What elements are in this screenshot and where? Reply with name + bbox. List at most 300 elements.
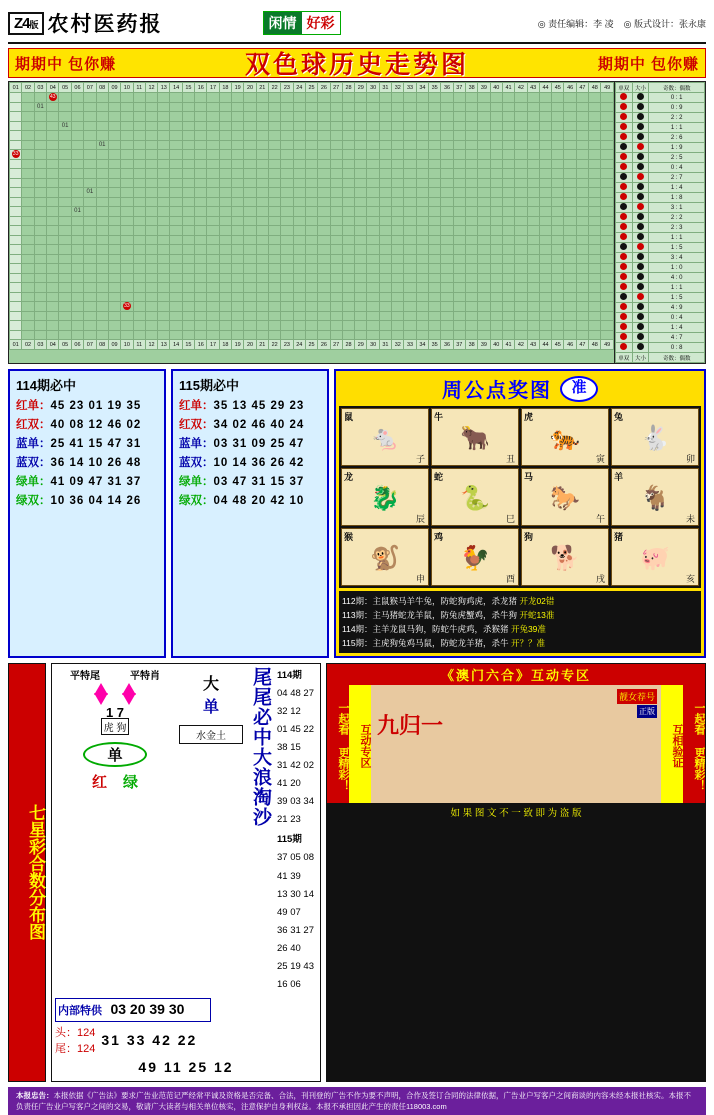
grid-cell [170, 302, 182, 312]
grid-cell [404, 102, 416, 112]
dot-cell [632, 293, 649, 303]
pingte-zodiacs: 虎 狗 [101, 718, 130, 735]
grid-cell [330, 178, 342, 188]
grid-cell [539, 121, 551, 131]
grid-cell [207, 112, 219, 122]
grid-cell [379, 121, 391, 131]
grid-cell [195, 159, 207, 169]
grid-cell [170, 169, 182, 179]
grid-cell [133, 330, 145, 340]
grid-cell [318, 283, 330, 293]
column-header: 08 [96, 340, 108, 350]
grid-cell [71, 254, 83, 264]
grid-cell [490, 283, 502, 293]
grid-cell [268, 283, 280, 293]
column-header: 20 [244, 340, 256, 350]
grid-cell [158, 330, 170, 340]
grid-cell [121, 216, 133, 226]
grid-cell [293, 311, 305, 321]
qixingcai-vertical-title: 七星彩合数分布图 [8, 663, 46, 1082]
dot-cell [615, 113, 632, 123]
prediction-values: 10 36 04 14 26 [50, 495, 142, 507]
grid-cell [589, 292, 601, 302]
oddeven-row [615, 113, 704, 123]
grid-cell [429, 226, 441, 236]
grid-cell [441, 188, 453, 198]
grid-cell [318, 169, 330, 179]
grid-cell [182, 178, 194, 188]
grid-cell [256, 273, 268, 283]
grid-cell [392, 207, 404, 217]
ad-left-inner: 互动专区 [349, 685, 371, 803]
grid-cell [145, 178, 157, 188]
grid-cell [59, 102, 71, 112]
grid-cell [145, 121, 157, 131]
grid-cell [367, 140, 379, 150]
column-header: 33 [404, 340, 416, 350]
grid-cell [576, 188, 588, 198]
grid-cell [318, 159, 330, 169]
diamond-down-icon [94, 693, 108, 705]
column-header: 03 [34, 83, 46, 93]
qixingcai-panel [51, 663, 321, 1082]
grid-cell [182, 226, 194, 236]
column-header: 07 [84, 83, 96, 93]
grid-cell [182, 169, 194, 179]
grid-cell [96, 273, 108, 283]
prediction-values: 34 02 46 40 24 [213, 419, 305, 431]
oddeven-row [615, 263, 704, 273]
grid-cell [429, 264, 441, 274]
column-header: 39 [478, 83, 490, 93]
grid-cell [576, 178, 588, 188]
grid-cell [170, 264, 182, 274]
dot-cell [632, 203, 649, 213]
grid-cell [490, 321, 502, 331]
table-row [10, 245, 614, 255]
dot-cell [615, 243, 632, 253]
column-header: 44 [539, 83, 551, 93]
zodiac-branch: 丑 [505, 454, 515, 464]
grid-cell [10, 188, 22, 198]
grid-cell [84, 169, 96, 179]
ad-brand-text: 九归一 [377, 713, 444, 738]
grid-cell [564, 169, 576, 179]
grid-cell [268, 169, 280, 179]
grid-cell [330, 254, 342, 264]
oddeven-value: 0 : 9 [649, 103, 705, 113]
grid-cell [465, 150, 477, 160]
grid-cell [47, 245, 59, 255]
grid-cell [207, 292, 219, 302]
grid-cell [207, 302, 219, 312]
grid-cell [256, 121, 268, 131]
column-header: 22 [268, 340, 280, 350]
inner-special-numbers: 03 20 39 30 [110, 1000, 185, 1017]
grid-cell [404, 188, 416, 198]
grid-cell [478, 112, 490, 122]
grid-cell [232, 292, 244, 302]
weiwei-row: 13 30 14 49 07 [277, 888, 314, 918]
grid-cell [355, 311, 367, 321]
prediction-label: 蓝双： [179, 457, 214, 469]
macau-ad[interactable] [326, 663, 706, 1082]
grid-cell [552, 245, 564, 255]
grid-cell [47, 235, 59, 245]
grid-cell [158, 197, 170, 207]
zodiac-name: 鸡 [434, 532, 444, 542]
grid-cell [195, 150, 207, 160]
grid-cell [145, 330, 157, 340]
table-row [10, 102, 614, 112]
grid-cell [478, 169, 490, 179]
weiwei-row: 37 05 08 41 39 [277, 852, 314, 882]
oddeven-row [615, 273, 704, 283]
grid-cell [379, 102, 391, 112]
grid-cell [465, 178, 477, 188]
grid-cell [502, 112, 514, 122]
column-header: 41 [502, 83, 514, 93]
grid-cell [59, 169, 71, 179]
grid-cell [232, 216, 244, 226]
column-header: 21 [256, 340, 268, 350]
grid-cell [441, 93, 453, 103]
zodiac-cell [521, 528, 609, 586]
grid-cell [305, 216, 317, 226]
dot-cell [615, 333, 632, 343]
grid-cell [145, 245, 157, 255]
grid-cell [515, 283, 527, 293]
grid-cell [429, 292, 441, 302]
oddeven-row [615, 173, 704, 183]
grid-cell [515, 273, 527, 283]
column-header: 30 [367, 83, 379, 93]
zodiac-animal-icon: 🐂 [460, 424, 490, 452]
grid-cell [121, 273, 133, 283]
grid-cell [232, 254, 244, 264]
column-header: 18 [219, 83, 231, 93]
grid-cell [576, 302, 588, 312]
grid-cell [305, 302, 317, 312]
grid-cell [429, 254, 441, 264]
grid-cell [539, 321, 551, 331]
grid-cell [293, 169, 305, 179]
grid-cell [22, 169, 34, 179]
grid-cell [490, 102, 502, 112]
grid-cell [305, 226, 317, 236]
dot-cell [632, 283, 649, 293]
grid-cell [244, 112, 256, 122]
grid-cell [564, 302, 576, 312]
grid-cell [416, 311, 428, 321]
dot-cell [615, 263, 632, 273]
bottom-section [8, 663, 706, 1082]
zodiac-name: 牛 [434, 412, 444, 422]
grid-cell [268, 188, 280, 198]
grid-cell [133, 207, 145, 217]
grid-cell [502, 169, 514, 179]
grid-cell [416, 216, 428, 226]
dot-cell [615, 163, 632, 173]
grid-cell [207, 207, 219, 217]
grid-cell [244, 302, 256, 312]
grid-cell [379, 188, 391, 198]
grid-cell [490, 188, 502, 198]
grid-cell [59, 321, 71, 331]
grid-cell [281, 273, 293, 283]
grid-cell [22, 330, 34, 340]
grid-cell [330, 292, 342, 302]
grid-cell [465, 273, 477, 283]
grid-cell [478, 264, 490, 274]
grid-cell [108, 188, 120, 198]
grid-cell [71, 131, 83, 141]
grid-cell [465, 102, 477, 112]
grid-cell [182, 245, 194, 255]
column-header: 24 [293, 340, 305, 350]
grid-cell [404, 93, 416, 103]
oddeven-value: 2 : 3 [649, 223, 705, 233]
grid-cell [158, 245, 170, 255]
masthead [8, 6, 706, 44]
grid-cell [219, 235, 231, 245]
grid-cell [367, 159, 379, 169]
grid-cell [515, 330, 527, 340]
grid-cell [490, 207, 502, 217]
grid-cell [108, 150, 120, 160]
grid-cell [305, 283, 317, 293]
prediction-values: 40 08 12 46 02 [50, 419, 142, 431]
ad-title: 《澳门六合》互动专区 [327, 664, 705, 685]
grid-cell [379, 245, 391, 255]
grid-cell [552, 302, 564, 312]
grid-cell [318, 264, 330, 274]
grid-cell [552, 131, 564, 141]
grid-cell [182, 207, 194, 217]
grid-cell [318, 112, 330, 122]
dot-cell [632, 323, 649, 333]
zodiac-animal-icon: 🐇 [640, 424, 670, 452]
grid-cell [47, 330, 59, 340]
grid-cell [34, 93, 46, 103]
grid-cell [195, 283, 207, 293]
grid-cell [576, 292, 588, 302]
grid-cell [71, 292, 83, 302]
grid-cell [232, 311, 244, 321]
pingte-numbers: 1 7 [105, 705, 125, 720]
grid-cell [527, 330, 539, 340]
grid-cell [527, 188, 539, 198]
grid-cell [465, 131, 477, 141]
zodiac-branch: 申 [415, 574, 425, 584]
grid-cell [10, 131, 22, 141]
grid-cell [305, 140, 317, 150]
grid-cell [539, 245, 551, 255]
grid-cell [71, 169, 83, 179]
grid-cell [539, 188, 551, 198]
grid-cell [219, 254, 231, 264]
grid-cell [379, 330, 391, 340]
grid-cell [281, 112, 293, 122]
column-header: 10 [121, 83, 133, 93]
oddeven-header: 单双 [615, 353, 632, 363]
zodiac-animal-icon: 🐒 [370, 544, 400, 572]
grid-cell [133, 245, 145, 255]
grid-cell [453, 159, 465, 169]
grid-cell [108, 302, 120, 312]
grid-cell [527, 264, 539, 274]
grid-cell [465, 283, 477, 293]
column-header: 26 [318, 340, 330, 350]
grid-cell [158, 321, 170, 331]
grid-cell [478, 93, 490, 103]
grid-cell [490, 93, 502, 103]
grid-cell [465, 216, 477, 226]
grid-cell [84, 330, 96, 340]
column-header: 25 [305, 83, 317, 93]
oddeven-row [615, 343, 704, 353]
grid-cell [318, 102, 330, 112]
grid-cell [207, 93, 219, 103]
grid-cell [318, 216, 330, 226]
grid-cell [244, 159, 256, 169]
column-header: 07 [84, 340, 96, 350]
zodiac-branch: 戌 [595, 574, 605, 584]
grid-cell [281, 302, 293, 312]
grid-cell [133, 235, 145, 245]
column-header: 42 [515, 340, 527, 350]
grid-cell [47, 150, 59, 160]
grid-cell [355, 264, 367, 274]
grid-cell [601, 273, 614, 283]
grid-cell [379, 150, 391, 160]
grid-cell [34, 235, 46, 245]
grid-cell [601, 254, 614, 264]
oddeven-value: 0 : 4 [649, 163, 705, 173]
grid-cell [293, 235, 305, 245]
grid-cell [601, 150, 614, 160]
grid-cell [108, 178, 120, 188]
grid-cell [342, 207, 354, 217]
grid-cell [392, 150, 404, 160]
grid-cell [404, 311, 416, 321]
grid-cell [59, 207, 71, 217]
grid-cell [34, 178, 46, 188]
column-header: 04 [47, 340, 59, 350]
grid-cell [244, 169, 256, 179]
grid-cell [22, 121, 34, 131]
grid-cell [219, 188, 231, 198]
column-header: 46 [564, 340, 576, 350]
grid-cell [256, 254, 268, 264]
grid-cell [564, 235, 576, 245]
grid-cell [515, 292, 527, 302]
middle-section [8, 369, 706, 658]
grid-cell [219, 321, 231, 331]
grid-cell [342, 216, 354, 226]
grid-cell [232, 207, 244, 217]
grid-cell [182, 140, 194, 150]
zodiac-cell [521, 468, 609, 526]
grid-cell [158, 112, 170, 122]
grid-cell [465, 311, 477, 321]
grid-cell [367, 112, 379, 122]
grid-cell [478, 302, 490, 312]
grid-cell [478, 273, 490, 283]
grid-cell [256, 150, 268, 160]
grid-cell [453, 169, 465, 179]
grid-cell [47, 292, 59, 302]
grid-cell [453, 235, 465, 245]
grid-cell [589, 197, 601, 207]
zodiac-animal-icon: 🐓 [460, 544, 490, 572]
trend-grid [9, 82, 614, 363]
grid-cell [108, 254, 120, 264]
grid-cell [318, 226, 330, 236]
grid-cell [576, 330, 588, 340]
tip-text: 112期：主鼠猴马羊牛兔，防蛇狗鸡虎，杀龙猪 [342, 596, 518, 606]
grid-cell [564, 112, 576, 122]
grid-cell [244, 216, 256, 226]
grid-cell [293, 264, 305, 274]
grid-cell [145, 131, 157, 141]
grid-cell [108, 197, 120, 207]
title-left-slogan: 期期中 包你赚 [15, 55, 117, 73]
column-header: 16 [195, 340, 207, 350]
table-row [10, 283, 614, 293]
grid-cell [145, 207, 157, 217]
dot-cell [632, 233, 649, 243]
grid-cell [244, 178, 256, 188]
grid-cell [10, 102, 22, 112]
grid-cell [195, 197, 207, 207]
grid-cell [22, 93, 34, 103]
zodiac-animal-icon: 🐎 [550, 484, 580, 512]
prediction-row [16, 473, 158, 489]
grid-cell [182, 292, 194, 302]
grid-cell [96, 226, 108, 236]
oddeven-panel [614, 82, 705, 363]
grid-cell [527, 292, 539, 302]
grid-cell [195, 321, 207, 331]
grid-cell [170, 216, 182, 226]
grid-cell [330, 112, 342, 122]
dot-cell [632, 343, 649, 353]
column-header: 23 [281, 340, 293, 350]
grid-cell [342, 245, 354, 255]
grid-cell [84, 131, 96, 141]
grid-cell [108, 235, 120, 245]
grid-cell [502, 292, 514, 302]
grid-cell [34, 207, 46, 217]
zodiac-cell [341, 468, 429, 526]
grid-cell [219, 292, 231, 302]
grid-cell [576, 264, 588, 274]
grid-cell [416, 235, 428, 245]
grid-cell [342, 169, 354, 179]
period-114-card [8, 369, 166, 658]
grid-cell [195, 93, 207, 103]
grid-cell [84, 311, 96, 321]
grid-cell [22, 131, 34, 141]
grid-cell [392, 273, 404, 283]
grid-cell [293, 207, 305, 217]
grid-cell [121, 311, 133, 321]
grid-cell [429, 121, 441, 131]
grid-cell [182, 321, 194, 331]
grid-cell [268, 121, 280, 131]
grid-cell [182, 273, 194, 283]
